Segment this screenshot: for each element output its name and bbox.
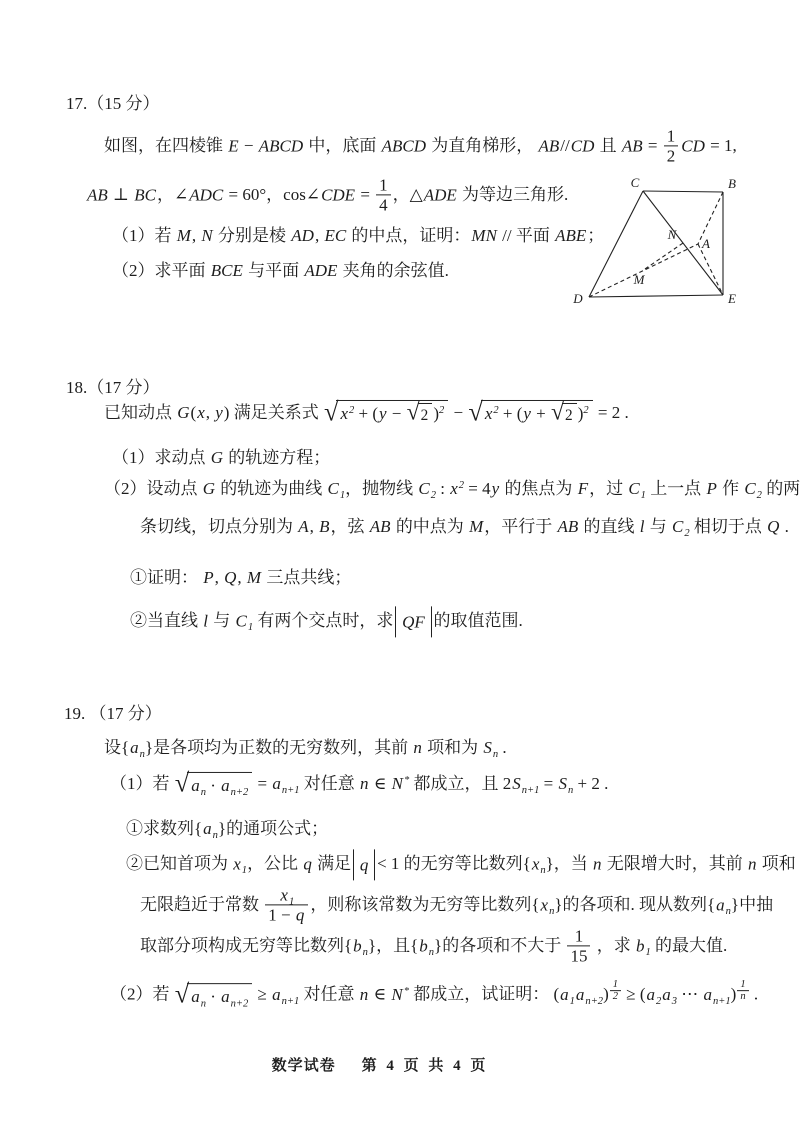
math-line: ②当直线 l 与 $C_1$ 有两个交点时，求 QF 的取值范围.	[130, 606, 523, 637]
math-line: （1）求动点 G 的轨迹方程；	[112, 447, 331, 467]
figure-vertex-label: D	[573, 291, 583, 306]
figure-vertex-label: M	[633, 272, 645, 287]
problem-number: 19. （17 分）	[64, 703, 162, 723]
math-line: （2）设动点 G 的轨迹为曲线 $C_1$，抛物线 $C_2$ : $x^2 = 4y$ 的焦点为 F，过 $C_1$ 上一点 P 作 $C_2$ 的两	[104, 478, 800, 502]
math-line: 设$\{a_n\}$是各项均为正数的无穷数列，其前 n 项和为 $S_n$ .	[104, 737, 507, 761]
math-line: ①求数列$\{a_n\}$的通项公式；	[126, 818, 329, 842]
figure-vertex-label: B	[728, 176, 736, 191]
math-line: AB ⊥ BC，∠ADC = 60°，cos∠CDE = $\frac{1}{4}$ ，△ADE 为等边三角形.	[87, 175, 569, 215]
figure-hidden-edge	[645, 243, 683, 269]
math-line: 条切线，切点分别为 A, B，弦 AB 的中点为 M，平行于 AB 的直线 l 与 $C_2$ 相切于点 Q .	[140, 516, 789, 540]
problem-number: 18.（17 分）	[66, 377, 160, 397]
math-line: 已知动点 G(x, y) 满足关系式 √ $x^2 + (y - √2$ )$^2$ − √ $x^2 + (y + √2$ )$^2$ = 2 .	[104, 397, 629, 427]
figure-vertex-label: E	[728, 291, 736, 306]
figure-vertex-label: A	[702, 236, 710, 251]
problem-number: 17.（15 分）	[66, 93, 160, 113]
footer-doc-title: 数学试卷	[271, 1058, 336, 1074]
math-line: 如图，在四棱锥 E − ABCD 中，底面 ABCD 为直角梯形， AB//CD 且 AB = $\frac{1}{2}$ CD = 1,	[104, 126, 737, 166]
math-line: 取部分项构成无穷等比数列$\{b_n\}$，且$\{b_n\}$的各项和不大于 $\frac{1}{15}$ ，求 $b_1$ 的最大值.	[140, 926, 728, 966]
math-line: （1）若 √ $a_n \cdot a_{n+2} = a_{n+1}$ 对任意 n ∈ N* 都成立，且 $2S_{n+1} = S_n + 2$ .	[110, 768, 609, 799]
footer-page-info: 第 4 页 共 4 页	[361, 1058, 489, 1074]
figure-hidden-edge	[698, 244, 723, 295]
pyramid-figure	[560, 170, 750, 315]
figure-edge	[589, 295, 723, 297]
math-line: 无限趋近于常数 $\frac{x_1}{1 - q}$ ，则称该常数为无穷等比数列$\{x_n\}$的各项和. 现从数列$\{a_n\}$中抽	[140, 885, 774, 925]
math-line: ②已知首项为 $x_1$，公比 q 满足 q < 1 的无穷等比数列$\{x_n\}$，当 n 无限增大时，其前 n 项和	[126, 849, 796, 880]
math-line: ①证明： P, Q, M 三点共线；	[130, 567, 352, 587]
math-line: （2）若 √ $a_n \cdot a_{n+2} \ge a_{n+1}$ 对任意 n ∈ N* 都成立，试证明： $(a_1a_{n+2})$ $^{\frac{1}{2}}$ ≥ ($a_2a_3$ ⋯ $a_{n+1}$) $^{\frac{1}{n}}$ .	[110, 979, 759, 1009]
figure-hidden-edge	[589, 244, 698, 297]
figure-edge	[643, 191, 723, 192]
math-line: （1）若 M, N 分别是棱 AD, EC 的中点，证明：MN // 平面 ABE；	[112, 225, 605, 245]
figure-vertex-label: C	[630, 175, 640, 190]
figure-vertex-label: N	[667, 227, 677, 242]
math-line: （2）求平面 BCE 与平面 ADE 夹角的余弦值.	[112, 260, 449, 280]
page-footer	[0, 1054, 780, 1075]
